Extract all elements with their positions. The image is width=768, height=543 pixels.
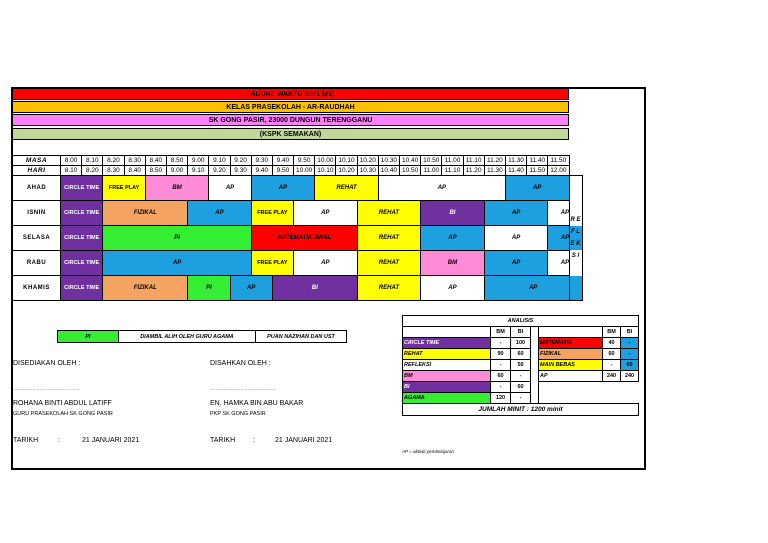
day-label: KHAMIS bbox=[13, 276, 61, 301]
timetable-slot: PI bbox=[103, 226, 251, 251]
masa-time: 11.10 bbox=[463, 156, 484, 166]
timetable-slot: AP bbox=[484, 226, 548, 251]
hari-label: HARI bbox=[13, 166, 61, 176]
prepared-date-label: TARIKH bbox=[13, 437, 39, 444]
approved-date: 21 JANUARI 2021 bbox=[275, 437, 333, 444]
masa-time: 11.50 bbox=[548, 156, 569, 166]
hari-time: 11.20 bbox=[463, 166, 484, 176]
analysis-bm: 60 bbox=[491, 371, 511, 382]
analysis-label: MATEMATIK bbox=[539, 338, 603, 349]
approved-dots: ................................................ bbox=[210, 386, 277, 392]
hari-time: 8.20 bbox=[82, 166, 103, 176]
timetable-slot: BI bbox=[272, 276, 357, 301]
analysis-title: ANALISIS bbox=[403, 316, 639, 327]
analysis-note: AP = aktiviti pembelajaran bbox=[402, 449, 454, 454]
hari-time: 11.40 bbox=[505, 166, 526, 176]
analysis-bi: - bbox=[511, 371, 531, 382]
hari-time: 10.30 bbox=[357, 166, 378, 176]
prepared-heading: DISEDIAKAN OLEH : bbox=[13, 360, 81, 367]
analysis-bi: 60 bbox=[621, 360, 639, 371]
timetable-slot: AP bbox=[230, 276, 272, 301]
title-band: JADUAL WAKTU 2021 (#1) bbox=[12, 88, 569, 100]
masa-time: 9.30 bbox=[251, 156, 272, 166]
masa-time: 11.20 bbox=[484, 156, 505, 166]
timetable-slot: AP bbox=[251, 176, 315, 201]
hari-time: 9.20 bbox=[209, 166, 230, 176]
analysis-bi: 50 bbox=[511, 360, 531, 371]
day-label: ISNIN bbox=[13, 201, 61, 226]
hari-time: 11.50 bbox=[527, 166, 548, 176]
prepared-date: 21 JANUARI 2021 bbox=[82, 437, 140, 444]
masa-time: 10.20 bbox=[357, 156, 378, 166]
timetable-slot: CIRCLE TIME bbox=[61, 226, 103, 251]
hari-time: 9.50 bbox=[272, 166, 293, 176]
analysis-col-bi: BI bbox=[511, 327, 531, 338]
timetable-slot: AP bbox=[548, 251, 582, 276]
hari-time: 11.30 bbox=[484, 166, 505, 176]
hari-time: 10.50 bbox=[400, 166, 421, 176]
hari-time: 9.30 bbox=[230, 166, 251, 176]
hari-time: 10.00 bbox=[294, 166, 315, 176]
timetable-slot: AP bbox=[484, 276, 582, 301]
timetable-slot: AP bbox=[378, 176, 505, 201]
analysis-label: BM bbox=[403, 371, 491, 382]
analysis-bi: 60 bbox=[511, 349, 531, 360]
analysis-bi: - bbox=[621, 338, 639, 349]
analysis-label: AP bbox=[539, 371, 603, 382]
timetable-slot: CIRCLE TIME bbox=[61, 201, 103, 226]
analysis-bm: 60 bbox=[603, 349, 621, 360]
timetable-slot: AP bbox=[548, 226, 582, 251]
approved-heading: DISAHKAN OLEH : bbox=[210, 360, 271, 367]
masa-time: 8.50 bbox=[166, 156, 187, 166]
approved-date-colon: : bbox=[253, 437, 255, 444]
prepared-title: GURU PRASEKOLAH SK GONG PASIR bbox=[13, 411, 113, 417]
timetable-slot: AP bbox=[209, 176, 251, 201]
analysis-bm: 90 bbox=[491, 349, 511, 360]
masa-time: 8.00 bbox=[61, 156, 82, 166]
masa-time: 8.10 bbox=[82, 156, 103, 166]
masa-time: 8.40 bbox=[145, 156, 166, 166]
masa-time: 10.50 bbox=[421, 156, 442, 166]
timetable-slot: REHAT bbox=[357, 276, 421, 301]
approved-date-label: TARIKH bbox=[210, 437, 236, 444]
analysis-bm: - bbox=[491, 382, 511, 393]
timetable bbox=[12, 155, 583, 301]
timetable-slot: REHAT bbox=[357, 226, 421, 251]
timetable-slot: AP bbox=[484, 201, 548, 226]
prepared-date-colon: : bbox=[58, 437, 60, 444]
timetable-slot: CIRCLE TIME bbox=[61, 176, 103, 201]
timetable-slot: PI bbox=[188, 276, 230, 301]
analysis-label: FIZIKAL bbox=[539, 349, 603, 360]
analysis-bm: - bbox=[491, 338, 511, 349]
timetable-slot: FREE PLAY bbox=[251, 251, 293, 276]
refleksi-column: R E F L E K S I bbox=[569, 176, 582, 301]
hari-time: 9.00 bbox=[166, 166, 187, 176]
prepared-dots: ................................................ bbox=[13, 386, 80, 392]
analysis-bm: 120 bbox=[491, 393, 511, 404]
analysis-bi: - bbox=[511, 393, 531, 404]
hari-time: 10.20 bbox=[336, 166, 357, 176]
masa-time: 9.20 bbox=[230, 156, 251, 166]
curriculum-band: (KSPK SEMAKAN) bbox=[12, 128, 569, 140]
analysis-col-bi-2: BI bbox=[621, 327, 639, 338]
masa-time: 10.30 bbox=[378, 156, 399, 166]
hari-time: 11.00 bbox=[421, 166, 442, 176]
timetable-slot: AP bbox=[421, 226, 485, 251]
timetable-slot: AP bbox=[505, 176, 569, 201]
timetable-slot: AP bbox=[421, 276, 485, 301]
timetable-slot: BM bbox=[145, 176, 209, 201]
masa-time: 10.40 bbox=[400, 156, 421, 166]
timetable-slot: AP bbox=[294, 201, 358, 226]
timetable-slot: AP bbox=[294, 251, 358, 276]
timetable-slot: FIZIKAL bbox=[103, 201, 188, 226]
timetable-slot: CIRCLE TIME bbox=[61, 276, 103, 301]
masa-time: 9.40 bbox=[272, 156, 293, 166]
masa-time: 9.50 bbox=[294, 156, 315, 166]
class-band: KELAS PRASEKOLAH - AR-RAUDHAH bbox=[12, 101, 569, 113]
analysis-label: MAIN BEBAS bbox=[539, 360, 603, 371]
masa-time: 10.00 bbox=[315, 156, 336, 166]
legend-code: PI bbox=[58, 331, 119, 343]
hari-time: 10.40 bbox=[378, 166, 399, 176]
timetable-slot: FREE PLAY bbox=[103, 176, 145, 201]
timetable-slot: REHAT bbox=[357, 201, 421, 226]
analysis-bm: 240 bbox=[603, 371, 621, 382]
analysis-bm: - bbox=[603, 360, 621, 371]
day-label: AHAD bbox=[13, 176, 61, 201]
hari-time: 12.00 bbox=[548, 166, 569, 176]
analysis-label: AGAMA bbox=[403, 393, 491, 404]
analysis-label: REHAT bbox=[403, 349, 491, 360]
timetable-slot: CIRCLE TIME bbox=[61, 251, 103, 276]
masa-label: MASA bbox=[13, 156, 61, 166]
timetable-slot: FREE PLAY bbox=[251, 201, 293, 226]
legend bbox=[57, 330, 347, 343]
analysis-total: JUMLAH MINIT : 1200 minit bbox=[403, 404, 639, 416]
hari-time: 8.30 bbox=[103, 166, 124, 176]
prepared-name: ROHANA BINTI ABDUL LATIFF bbox=[13, 400, 112, 407]
legend-text: DIAMBIL ALIH OLEH GURU AGAMA bbox=[119, 331, 256, 343]
analysis-bi: 100 bbox=[511, 338, 531, 349]
hari-time: 10.10 bbox=[315, 166, 336, 176]
hari-time: 9.10 bbox=[188, 166, 209, 176]
masa-time: 11.00 bbox=[442, 156, 463, 166]
analysis-bm: 40 bbox=[603, 338, 621, 349]
masa-time: 11.30 bbox=[505, 156, 526, 166]
hari-time: 8.50 bbox=[145, 166, 166, 176]
timetable-slot: AP bbox=[484, 251, 548, 276]
approved-name: EN. HAMKA BIN ABU BAKAR bbox=[210, 400, 304, 407]
timetable-slot: AP bbox=[103, 251, 251, 276]
analysis-bi: - bbox=[621, 349, 639, 360]
timetable-slot: MATEMATIK AWAL bbox=[251, 226, 357, 251]
masa-time: 8.20 bbox=[103, 156, 124, 166]
analysis-bi: 240 bbox=[621, 371, 639, 382]
analysis-table bbox=[402, 315, 639, 416]
timetable-slot: AP bbox=[548, 201, 582, 226]
day-label: SELASA bbox=[13, 226, 61, 251]
analysis-label: CIRCLE TIME bbox=[403, 338, 491, 349]
timetable-slot: REHAT bbox=[315, 176, 379, 201]
day-label: RABU bbox=[13, 251, 61, 276]
masa-time: 8.30 bbox=[124, 156, 145, 166]
hari-time: 11.10 bbox=[442, 166, 463, 176]
timetable-slot: FIZIKAL bbox=[103, 276, 188, 301]
hari-time: 8.40 bbox=[124, 166, 145, 176]
timetable-slot: BI bbox=[421, 201, 485, 226]
analysis-col-bm-2: BM bbox=[603, 327, 621, 338]
school-band: SK GONG PASIR, 23000 DUNGUN TERENGGANU bbox=[12, 114, 569, 126]
masa-time: 9.10 bbox=[209, 156, 230, 166]
hari-time: 9.40 bbox=[251, 166, 272, 176]
analysis-label: BI bbox=[403, 382, 491, 393]
analysis-bi: 60 bbox=[511, 382, 531, 393]
analysis-col-bm: BM bbox=[491, 327, 511, 338]
analysis-label: REFLEKSI bbox=[403, 360, 491, 371]
legend-teacher: PUAN NAZIHAN DAN UST bbox=[256, 331, 347, 343]
analysis-bm: - bbox=[491, 360, 511, 371]
masa-time: 11.40 bbox=[527, 156, 548, 166]
masa-time: 9.00 bbox=[188, 156, 209, 166]
timetable-slot: BM bbox=[421, 251, 485, 276]
masa-time: 10.10 bbox=[336, 156, 357, 166]
hari-time: 8.10 bbox=[61, 166, 82, 176]
timetable-slot: REHAT bbox=[357, 251, 421, 276]
approved-title: PKP SK GONG PASIR bbox=[210, 411, 266, 417]
timetable-slot: AP bbox=[188, 201, 252, 226]
